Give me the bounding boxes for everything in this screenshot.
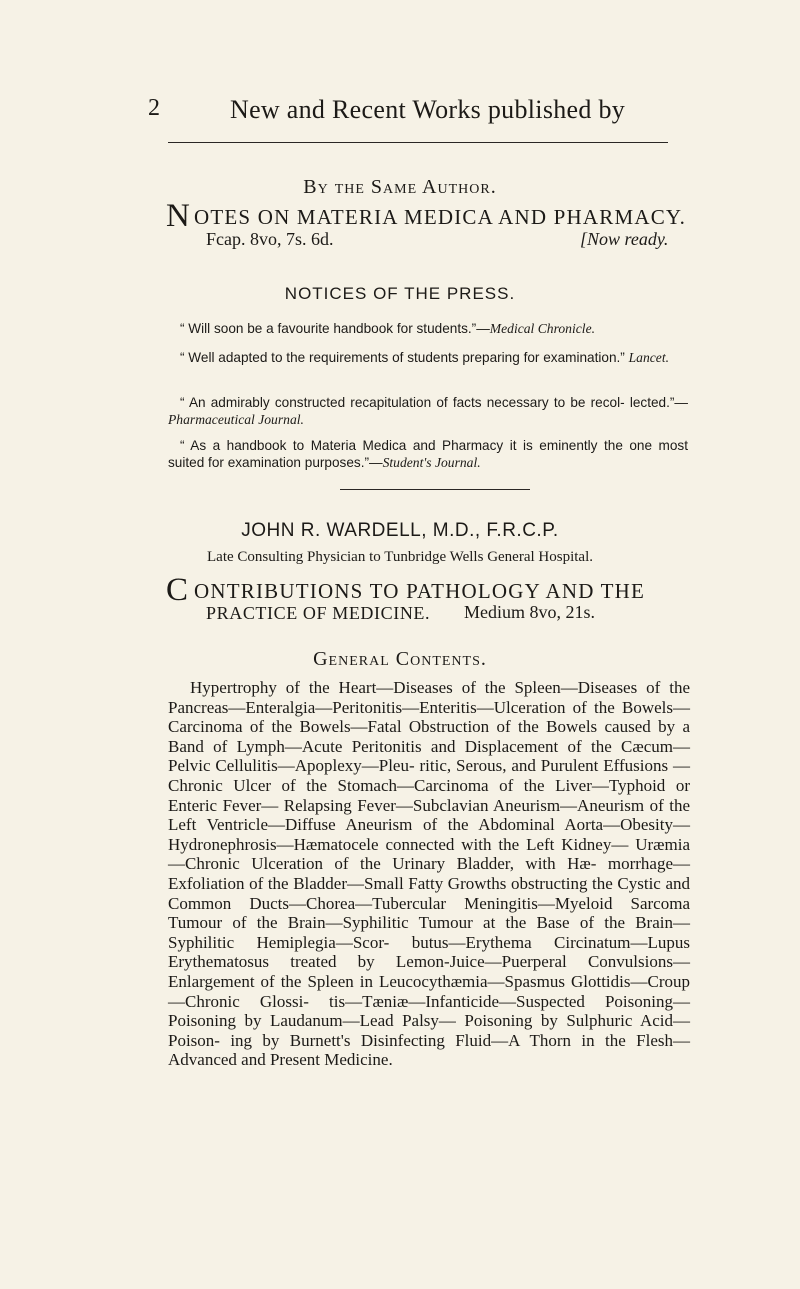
author-name: JOHN R. WARDELL, M.D., F.R.C.P. — [241, 520, 559, 541]
quote-source: Pharmaceutical Journal. — [168, 412, 304, 427]
materia-medica-title: OTES ON MATERIA MEDICA AND PHARMACY. — [194, 205, 687, 229]
section-divider — [340, 489, 530, 490]
quote-source: Medical Chronicle. — [489, 321, 595, 336]
contributions-title-line1: ONTRIBUTIONS TO PATHOLOGY AND THE — [194, 579, 646, 603]
contributions-format: Medium 8vo, 21s. — [464, 602, 596, 622]
materia-medica-format: Fcap. 8vo, 7s. 6d. — [206, 229, 334, 249]
title-initial-c: C — [166, 572, 189, 608]
quote-text: “ As a handbook to Materia Medica and Pharmacy it is eminently the one most suited for examination purposes.”— — [168, 438, 688, 470]
header-rule — [168, 142, 668, 143]
quote-text: “ Well adapted to the requirements of students preparing for examination.” — [180, 350, 629, 365]
quote-source: Lancet. — [628, 350, 669, 365]
page-header — [148, 95, 688, 135]
quote-text: “ Will soon be a favourite handbook for students.”— — [180, 321, 490, 336]
title-initial-n: N — [166, 198, 190, 234]
press-quote — [168, 394, 688, 428]
availability-status: [Now ready. — [580, 229, 669, 249]
page-number: 2 — [148, 95, 160, 121]
contributions-title-line2: PRACTICE OF MEDICINE. — [206, 603, 431, 623]
press-quote — [168, 437, 688, 471]
press-quote — [168, 320, 688, 337]
by-same-author-heading: By the Same Author. — [303, 176, 497, 198]
running-title: New and Recent Works published by — [230, 95, 626, 124]
notices-heading: NOTICES OF THE PRESS. — [284, 284, 516, 303]
press-quote — [168, 349, 688, 366]
quote-source: Student's Journal. — [382, 455, 481, 470]
author-description: Late Consulting Physician to Tunbridge Wells General Hospital. — [207, 549, 593, 565]
contents-body: Hypertrophy of the Heart—Diseases of the Spleen—Diseases of the Pancreas—Enteralgia—Peritonitis—Enteritis—Ulceration of the Bowels—Carcinoma of the Bowels—Fatal Obstruction of the Bowels caused by a Band of Lymph—Acute Peritonitis and Displacement of the Cæcum—Pelvic Cellulitis—Apoplexy—Pleu- ritic, Serous, and Purulent Effusions — Chronic Ulcer of the Stomach—Carcinoma of the Liver—Typhoid or Enteric Fever— Relapsing Fever—Subclavian Aneurism—Aneurism of the Left Ventricle—Diffuse Aneurism of the Abdominal Aorta—Obesity— Hydronephrosis—Hæmatocele connected with the Left Kidney— Uræmia—Chronic Ulceration of the Urinary Bladder, with Hæ- morrhage—Exfoliation of the Bladder—Small Fatty Growths obstructing the Cystic and Common Ducts—Chorea—Tubercular Meningitis—Myeloid Sarcoma Tumour of the Brain—Syphilitic Tumour at the Base of the Brain—Syphilitic Hemiplegia—Scor- butus—Erythema Circinatum—Lupus Erythematosus treated by Lemon-Juice—Puerperal Convulsions—Enlargement of the Spleen in Leucocythæmia—Spasmus Glottidis—Croup—Chronic Glossi- tis—Tæniæ—Infanticide—Suspected Poisoning—Poisoning by Laudanum—Lead Palsy— Poisoning by Sulphuric Acid—Poison- ing by Burnett's Disinfecting Fluid—A Thorn in the Flesh— Advanced and Present Medicine. — [168, 678, 690, 1070]
contents-heading: General Contents. — [313, 648, 487, 670]
quote-text: “ An admirably constructed recapitulation of facts necessary to be recol- lected.”— — [180, 395, 688, 410]
